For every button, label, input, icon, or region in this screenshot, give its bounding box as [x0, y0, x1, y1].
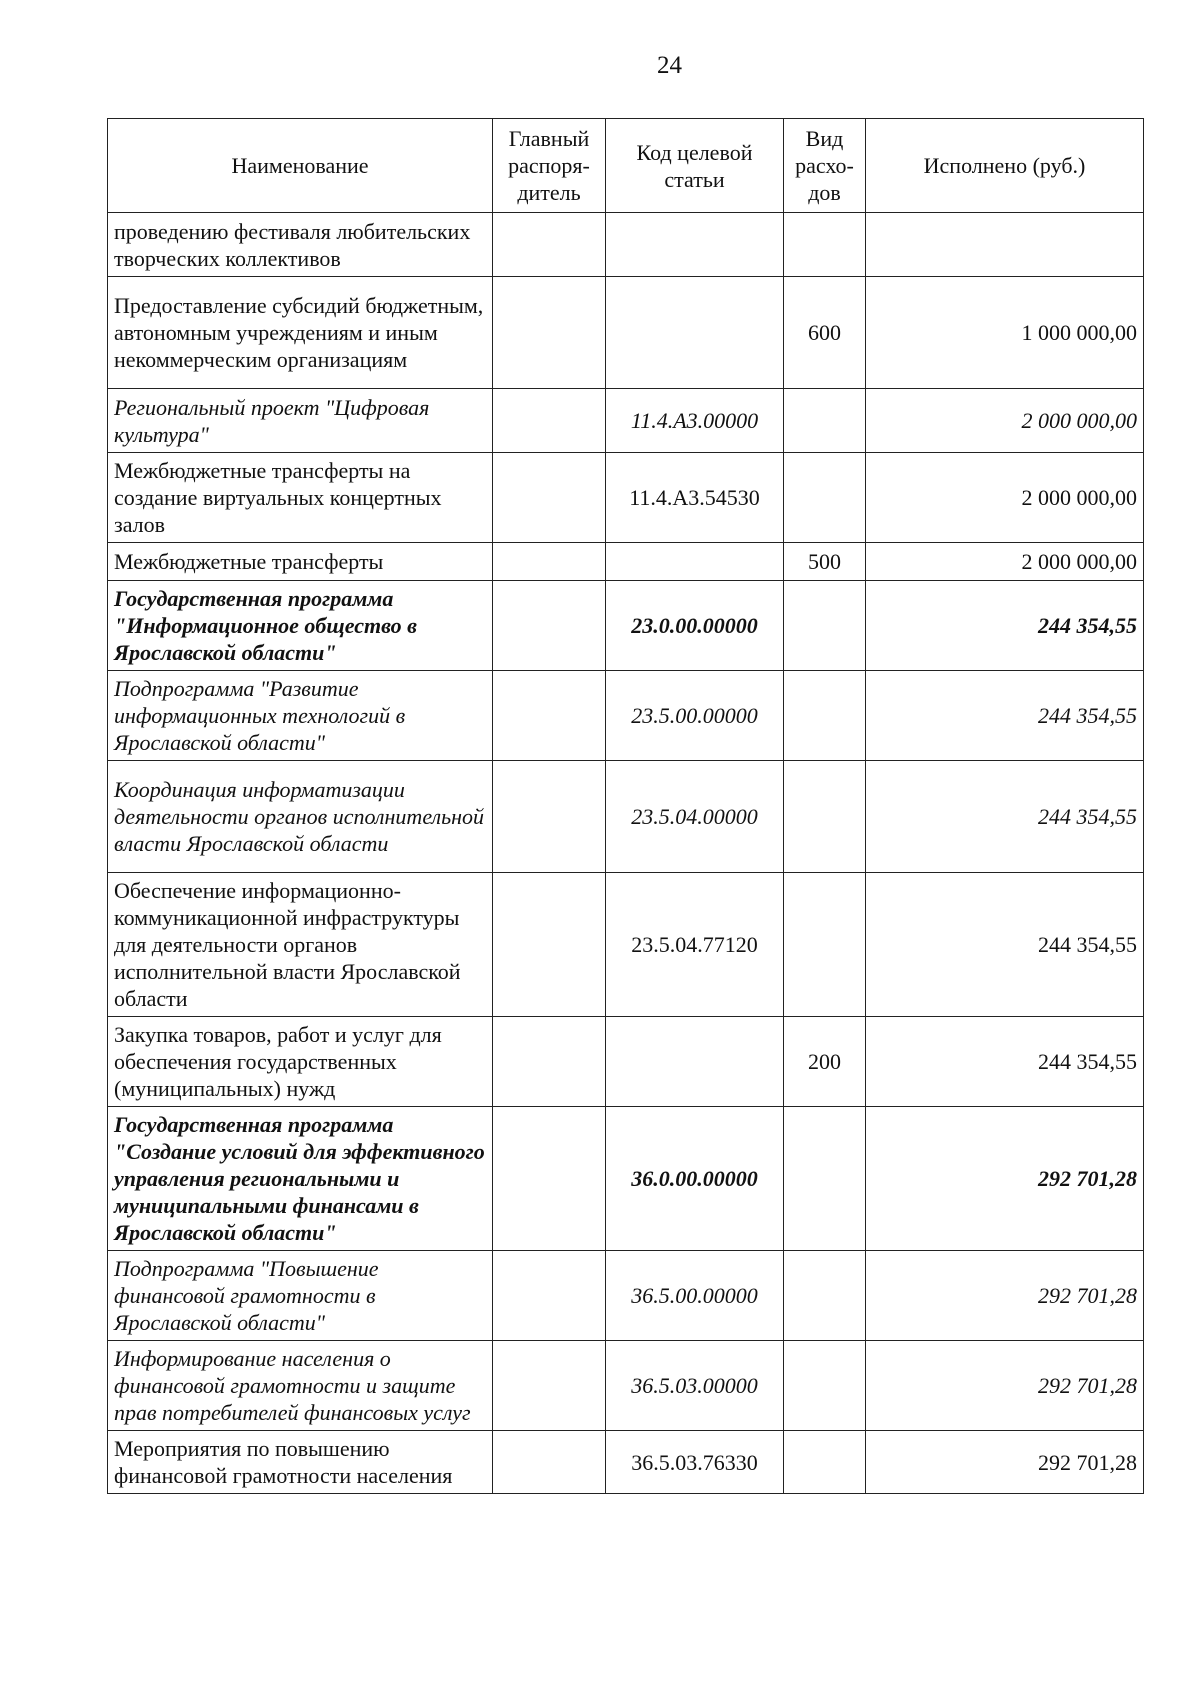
cell-name: Государственная программа "Создание условий для эффективного управления региональными и муниципальными финансами в Ярославской области" [108, 1107, 493, 1251]
cell-type [784, 761, 866, 873]
table-row [108, 1341, 1144, 1431]
cell-executed: 244 354,55 [866, 671, 1144, 761]
cell-code: 36.0.00.00000 [606, 1107, 784, 1251]
cell-executed: 292 701,28 [866, 1107, 1144, 1251]
cell-type [784, 213, 866, 277]
cell-code: 36.5.03.76330 [606, 1431, 784, 1494]
table-row [108, 671, 1144, 761]
page-number: 24 [657, 52, 682, 79]
cell-code: 11.4.А3.54530 [606, 453, 784, 543]
cell-executed: 292 701,28 [866, 1251, 1144, 1341]
cell-type [784, 389, 866, 453]
table-row [108, 1107, 1144, 1251]
cell-code [606, 1017, 784, 1107]
table-row [108, 213, 1144, 277]
cell-code [606, 213, 784, 277]
cell-executed [866, 213, 1144, 277]
header-manager: Главный распоря-дитель [493, 119, 606, 213]
cell-code [606, 277, 784, 389]
cell-code: 23.5.04.00000 [606, 761, 784, 873]
header-executed: Исполнено (руб.) [866, 119, 1144, 213]
cell-manager [493, 761, 606, 873]
table-row [108, 453, 1144, 543]
cell-type [784, 873, 866, 1017]
cell-executed: 1 000 000,00 [866, 277, 1144, 389]
cell-executed: 244 354,55 [866, 1017, 1144, 1107]
cell-type: 500 [784, 543, 866, 581]
cell-executed: 2 000 000,00 [866, 543, 1144, 581]
cell-manager [493, 277, 606, 389]
cell-name: Межбюджетные трансферты на создание виртуальных концертных залов [108, 453, 493, 543]
cell-executed: 292 701,28 [866, 1431, 1144, 1494]
table-row [108, 761, 1144, 873]
cell-manager [493, 1251, 606, 1341]
cell-type [784, 1107, 866, 1251]
cell-manager [493, 1341, 606, 1431]
table-row [108, 1017, 1144, 1107]
cell-name: Обеспечение информационно-коммуникационной инфраструктуры для деятельности органов исполнительной власти Ярославской области [108, 873, 493, 1017]
cell-type [784, 671, 866, 761]
cell-type [784, 1431, 866, 1494]
cell-executed: 244 354,55 [866, 761, 1144, 873]
cell-name: Региональный проект "Цифровая культура" [108, 389, 493, 453]
cell-executed: 2 000 000,00 [866, 453, 1144, 543]
cell-code: 23.5.04.77120 [606, 873, 784, 1017]
table-row [108, 389, 1144, 453]
table-row [108, 1431, 1144, 1494]
cell-executed: 292 701,28 [866, 1341, 1144, 1431]
cell-name: Мероприятия по повышению финансовой грамотности населения [108, 1431, 493, 1494]
table-row [108, 873, 1144, 1017]
cell-code: 36.5.00.00000 [606, 1251, 784, 1341]
header-code: Код целевой статьи [606, 119, 784, 213]
cell-manager [493, 213, 606, 277]
cell-manager [493, 671, 606, 761]
cell-name: Подпрограмма "Развитие информационных технологий в Ярославской области" [108, 671, 493, 761]
cell-type [784, 1251, 866, 1341]
cell-type [784, 453, 866, 543]
table-body [108, 213, 1144, 1494]
cell-type [784, 1341, 866, 1431]
cell-executed: 244 354,55 [866, 873, 1144, 1017]
table-row [108, 543, 1144, 581]
cell-code: 23.0.00.00000 [606, 581, 784, 671]
cell-manager [493, 1017, 606, 1107]
cell-manager [493, 873, 606, 1017]
cell-code [606, 543, 784, 581]
cell-name: Межбюджетные трансферты [108, 543, 493, 581]
cell-name: проведению фестиваля любительских творческих коллективов [108, 213, 493, 277]
cell-manager [493, 543, 606, 581]
cell-code: 23.5.00.00000 [606, 671, 784, 761]
cell-executed: 2 000 000,00 [866, 389, 1144, 453]
cell-type: 600 [784, 277, 866, 389]
budget-table [107, 118, 1144, 1494]
table-row [108, 581, 1144, 671]
cell-manager [493, 453, 606, 543]
cell-name: Закупка товаров, работ и услуг для обеспечения государственных (муниципальных) нужд [108, 1017, 493, 1107]
cell-type: 200 [784, 1017, 866, 1107]
cell-type [784, 581, 866, 671]
cell-code: 36.5.03.00000 [606, 1341, 784, 1431]
header-type: Вид расхо-дов [784, 119, 866, 213]
cell-manager [493, 1107, 606, 1251]
cell-executed: 244 354,55 [866, 581, 1144, 671]
cell-name: Информирование населения о финансовой грамотности и защите прав потребителей финансовых услуг [108, 1341, 493, 1431]
cell-manager [493, 581, 606, 671]
header-name: Наименование [108, 119, 493, 213]
table-row [108, 277, 1144, 389]
cell-code: 11.4.А3.00000 [606, 389, 784, 453]
cell-name: Координация информатизации деятельности органов исполнительной власти Ярославской области [108, 761, 493, 873]
cell-manager [493, 389, 606, 453]
cell-name: Предоставление субсидий бюджетным, автономным учреждениям и иным некоммерческим организациям [108, 277, 493, 389]
cell-name: Подпрограмма "Повышение финансовой грамотности в Ярославской области" [108, 1251, 493, 1341]
cell-manager [493, 1431, 606, 1494]
cell-name: Государственная программа "Информационное общество в Ярославской области" [108, 581, 493, 671]
header-row [108, 119, 1144, 213]
table-row [108, 1251, 1144, 1341]
